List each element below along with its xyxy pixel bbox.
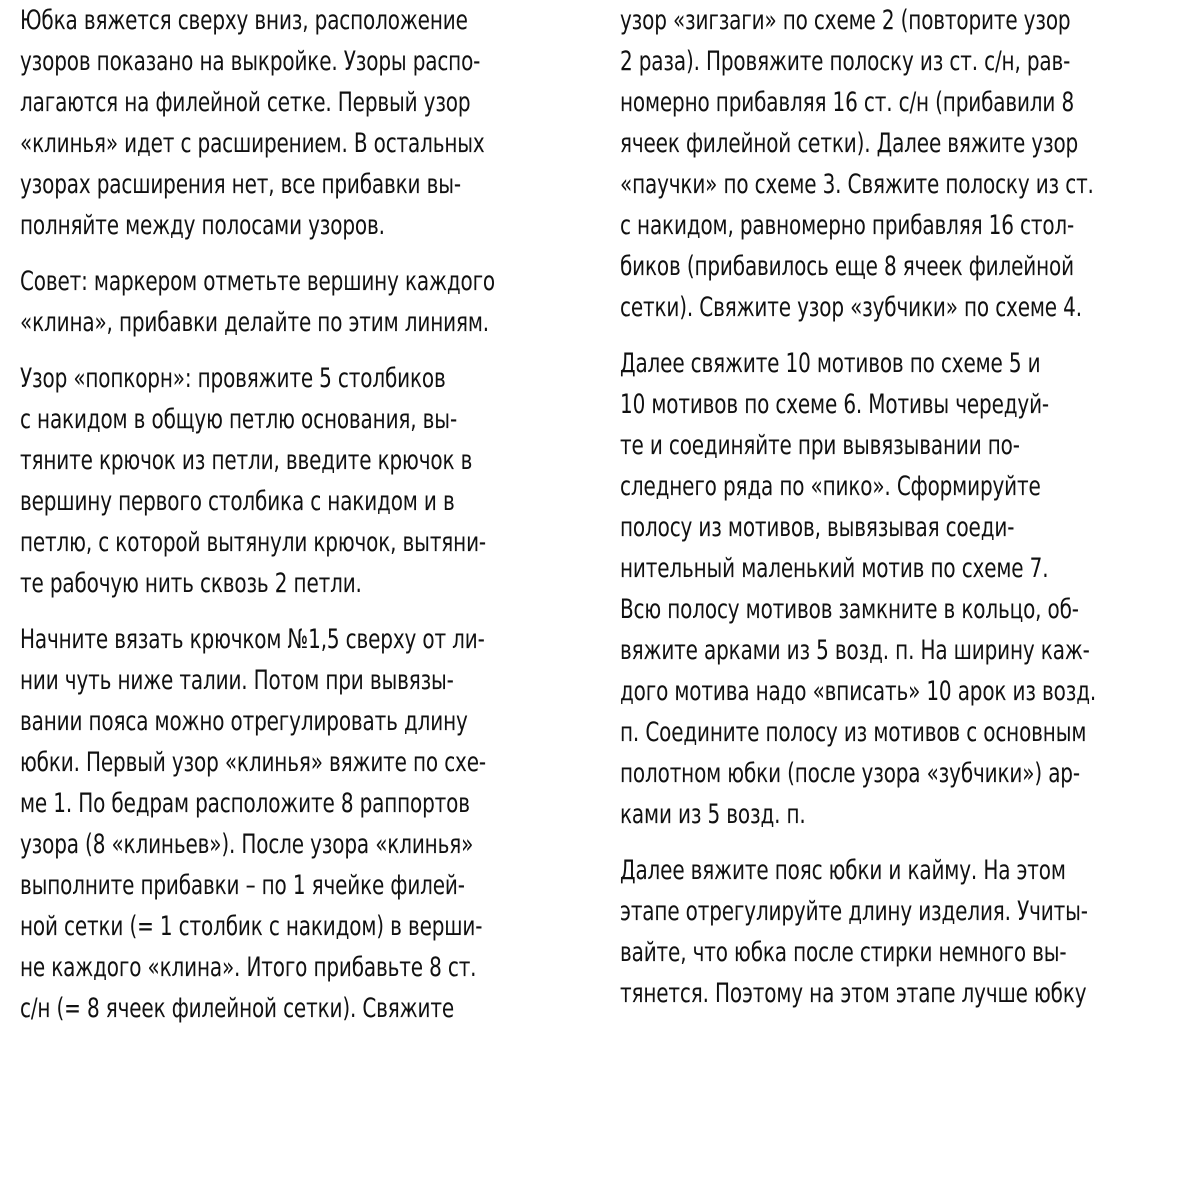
- text-segment: вайте, что юбка после стирки немного вы-: [620, 937, 1067, 968]
- paragraph: [20, 619, 590, 1029]
- text-line: [20, 865, 590, 906]
- bold-text-segment: Узор «попкорн»:: [20, 363, 192, 394]
- text-segment: биков (прибавилось еще 8 ячеек филейной: [620, 251, 1074, 282]
- text-line: [620, 753, 1190, 794]
- text-line: [20, 742, 590, 783]
- text-line: [20, 783, 590, 824]
- text-line: [20, 358, 590, 399]
- bold-text-segment: по схеме 6: [744, 389, 856, 420]
- text-segment: номерно прибавляя 16 ст. с/н (прибавили 8: [620, 87, 1075, 118]
- paragraph: [620, 343, 1190, 835]
- text-line: [620, 82, 1190, 123]
- text-segment: полосу из мотивов, вывязывая соеди-: [620, 512, 1015, 543]
- text-segment: ячеек филейной сетки). Далее вяжите узор: [620, 128, 1079, 159]
- text-segment: 10 мотивов: [620, 389, 745, 420]
- text-line: [620, 891, 1190, 932]
- text-segment: Далее свяжите 10 мотивов: [620, 348, 910, 379]
- text-segment: с накидом в общую петлю основания, вы-: [20, 404, 458, 435]
- bold-text-segment: по схе-: [412, 747, 486, 778]
- text-segment: Далее вяжите: [620, 855, 775, 886]
- text-segment: полотном юбки (после узора «зубчики») ар-: [620, 758, 1080, 789]
- text-segment: нии чуть ниже талии. Потом при вывязы-: [20, 665, 454, 696]
- text-line: [620, 630, 1190, 671]
- text-line: [620, 973, 1190, 1014]
- paragraph: [20, 358, 590, 604]
- text-line: [620, 164, 1190, 205]
- text-line: [620, 205, 1190, 246]
- text-line: [620, 41, 1190, 82]
- text-segment: . По бедрам расположите 8 раппортов: [65, 788, 470, 819]
- text-line: [620, 548, 1190, 589]
- text-line: [20, 947, 590, 988]
- text-line: [20, 0, 590, 41]
- text-line: [620, 671, 1190, 712]
- text-segment: ками из 5 возд. п.: [620, 799, 806, 830]
- text-line: [20, 906, 590, 947]
- text-segment: с накидом, равномерно прибавляя 16 стол-: [620, 210, 1075, 241]
- text-line: [20, 481, 590, 522]
- bold-text-segment: по схеме 3: [723, 169, 836, 200]
- bold-text-segment: по схеме 4: [964, 292, 1076, 323]
- text-line: [620, 0, 1190, 41]
- text-line: [20, 261, 590, 302]
- text-segment: п. Соедините полосу из мотивов с основным: [620, 717, 1087, 748]
- text-segment: тяните крючок из петли, введите крючок в: [20, 445, 473, 476]
- text-line: [620, 343, 1190, 384]
- text-segment: . Свяжите полоску из ст.: [835, 169, 1094, 200]
- paragraph: [20, 261, 590, 343]
- text-segment: узор «зигзаги»: [620, 5, 783, 36]
- text-segment: следнего ряда по «пико». Сформируйте: [620, 471, 1041, 502]
- text-segment: вершину первого столбика с накидом и в: [20, 486, 455, 517]
- text-line: [20, 82, 590, 123]
- text-segment: узора (8 «клиньев»). После узора «клинья»: [20, 829, 474, 860]
- text-line: [620, 932, 1190, 973]
- right-text-column: [620, 0, 1190, 1029]
- text-segment: 2 раза). Провяжите полоску из ст. с/н, рав-: [620, 46, 1071, 77]
- text-segment: .: [1075, 292, 1082, 323]
- text-line: [20, 399, 590, 440]
- text-line: [620, 123, 1190, 164]
- text-line: [20, 164, 590, 205]
- text-segment: Начните вязать крючком №1,5 сверху от ли-: [20, 624, 485, 655]
- text-line: [20, 123, 590, 164]
- text-segment: ной сетки (= 1 столбик с накидом) в верши-: [20, 911, 483, 942]
- text-segment: лагаются на филейной сетке. Первый узор: [20, 87, 471, 118]
- text-segment: нительный маленький мотив: [620, 553, 931, 584]
- bold-text-segment: по схеме 7: [930, 553, 1043, 584]
- text-line: [620, 466, 1190, 507]
- text-line: [620, 794, 1190, 835]
- text-line: [20, 440, 590, 481]
- text-line: [20, 619, 590, 660]
- text-segment: этапе отрегулируйте длину изделия. Учиты-: [620, 896, 1088, 927]
- text-line: [20, 41, 590, 82]
- text-segment: выполните прибавки – по 1 ячейке филей-: [20, 870, 465, 901]
- text-line: [620, 246, 1190, 287]
- text-segment: те рабочую нить сквозь 2 петли.: [20, 568, 362, 599]
- text-line: [20, 205, 590, 246]
- text-line: [620, 507, 1190, 548]
- text-segment: узоров показано на выкройке. Узоры распо-: [20, 46, 481, 77]
- text-segment: провяжите 5 столбиков: [191, 363, 446, 394]
- text-segment: юбки. Первый узор «клинья» вяжите: [20, 747, 413, 778]
- bold-text-segment: Совет:: [20, 266, 88, 297]
- text-segment: узорах расширения нет, все прибавки вы-: [20, 169, 461, 200]
- text-segment: тянется. Поэтому на этом этапе лучше юбку: [620, 978, 1087, 1009]
- text-segment: те и соединяйте при вывязывании по-: [620, 430, 1020, 461]
- text-segment: Всю полосу мотивов замкните в кольцо, об-: [620, 594, 1079, 625]
- text-line: [620, 384, 1190, 425]
- text-segment: и: [1021, 348, 1041, 379]
- text-segment: (повторите узор: [894, 5, 1071, 36]
- text-line: [20, 988, 590, 1029]
- text-segment: не каждого «клина». Итого прибавьте 8 ст.: [20, 952, 477, 983]
- text-line: [20, 522, 590, 563]
- text-line: [620, 712, 1190, 753]
- text-segment: петлю, с которой вытянули крючок, вытяни-: [20, 527, 486, 558]
- paragraph: [620, 850, 1190, 1014]
- text-segment: «клинья» идет с расширением. В остальных: [20, 128, 485, 159]
- text-segment: «паучки»: [620, 169, 724, 200]
- text-segment: вании пояса можно отрегулировать длину: [20, 706, 468, 737]
- text-segment: с/н (= 8 ячеек филейной сетки). Свяжите: [20, 993, 455, 1024]
- text-segment: сетки). Свяжите узор «зубчики»: [620, 292, 965, 323]
- text-segment: . На этом: [970, 855, 1066, 886]
- text-line: [620, 287, 1190, 328]
- bold-text-segment: ме 1: [20, 788, 66, 819]
- paragraph: [620, 0, 1190, 328]
- text-line: [620, 850, 1190, 891]
- bold-text-segment: пояс юбки и кайму: [774, 855, 971, 886]
- text-line: [20, 563, 590, 604]
- text-line: [20, 824, 590, 865]
- text-segment: .: [1042, 553, 1049, 584]
- paragraph: [20, 0, 590, 246]
- text-line: [20, 302, 590, 343]
- bold-text-segment: по схеме 2: [782, 5, 895, 36]
- text-segment: вяжите арками из 5 возд. п. На ширину каж-: [620, 635, 1090, 666]
- text-segment: маркером отметьте вершину каждого: [87, 266, 495, 297]
- text-line: [20, 701, 590, 742]
- text-segment: дого мотива надо «вписать» 10 арок из возд.: [620, 676, 1097, 707]
- bold-text-segment: по схеме 5: [909, 348, 1022, 379]
- text-segment: . Мотивы чередуй-: [855, 389, 1049, 420]
- text-line: [20, 660, 590, 701]
- text-line: [620, 425, 1190, 466]
- left-text-column: [20, 0, 590, 1044]
- text-segment: «клина», прибавки делайте по этим линиям.: [20, 307, 489, 338]
- text-segment: Юбка вяжется сверху вниз, расположение: [20, 5, 468, 36]
- text-line: [620, 589, 1190, 630]
- text-segment: полняйте между полосами узоров.: [20, 210, 385, 241]
